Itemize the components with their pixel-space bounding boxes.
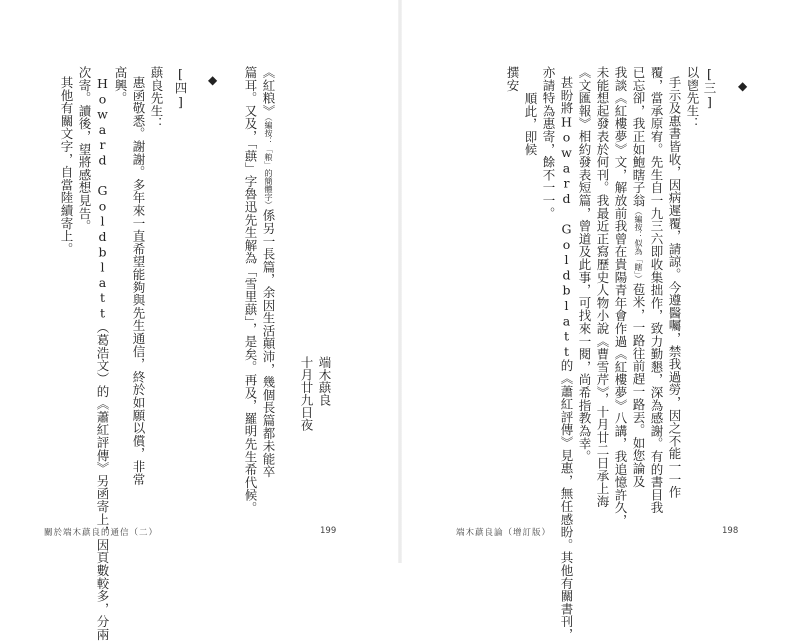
letter-line: 其他有關文字，自當陸續寄上。 <box>59 76 74 256</box>
letter-line <box>631 66 646 488</box>
letter-line: 覆，當承原宥。先生自一九三六即收集拙作，致力勤懇，深為感謝。有的書目我 <box>649 66 664 514</box>
postscript-line <box>261 66 276 479</box>
running-footer: 關於端木蕻良的通信（二） <box>44 528 159 538</box>
editor-note: （編按：似為「瞎」） <box>634 206 643 283</box>
signature: 端木蕻良 <box>317 356 332 406</box>
closing: 順此，即候 <box>523 92 538 156</box>
section-ornament: ◆ <box>738 79 748 93</box>
page-number: 198 <box>722 526 739 536</box>
salutation: 蕻良先生： <box>149 66 164 130</box>
letter-line: 甚盼將Howard Goldblatt的《蕭紅評傳》見惠，無任感盼。其他有關書刊， <box>559 76 574 641</box>
page-number: 199 <box>320 526 337 536</box>
letter-line: 高興。 <box>113 66 128 105</box>
running-footer: 端木蕻良論（增訂版） <box>456 528 552 538</box>
letter-line: 手示及惠書皆收，因病遲覆，請諒。今遵醫囑，禁我過勞，因之不能一一作 <box>667 76 682 499</box>
letter-date: 十月廿九日夜 <box>299 356 314 431</box>
letter-line: 我談《紅樓夢》文，解放前我曾在貴陽青年會作過《紅樓夢》八講，我追憶許久， <box>613 66 628 527</box>
letter-line: 未能想起發表於何刊。我最近正寫歷史人物小說《曹雪芹》，十月廿二日承上海 <box>595 66 610 508</box>
letter-line: 亦請特為惠寄，餘不一一。 <box>541 66 556 220</box>
salutation: 以鬯先生： <box>685 66 700 130</box>
editor-note: （編按：「粮」的簡體字） <box>264 117 273 210</box>
closing: 撰安 <box>505 66 520 92</box>
letter-line: 《文匯報》相約發表短篇，曾道及此事，可找來一閱，尚希指教為幸。 <box>577 66 592 463</box>
postscript-text: 《紅粮》 <box>261 66 276 118</box>
letter-line: Howard Goldblatt（葛浩文）的《蕭紅評傳》另函寄上，因頁數較多，分兩 <box>95 76 110 641</box>
section-heading: [四] <box>173 66 188 110</box>
postscript-line: 篇耳。又及，「蕻」字魯迅先生解為「雪里蕻」，是矣。再及，羅明先生希代候。 <box>243 66 258 515</box>
section-ornament: ◆ <box>208 73 218 87</box>
postscript-text: 係另一長篇，余因生活顛沛，幾個長篇都未能卒 <box>261 209 276 479</box>
letter-text: 已忘卻，我正如鮑瞎子翁 <box>631 66 646 207</box>
letter-line: 次寄。讀後，望將感想見告。 <box>77 66 92 233</box>
letter-line: 惠函敬悉。謝謝。多年來一直希望能夠與先生通信，終於如願以償，非常 <box>131 76 146 486</box>
letter-text: 苞米，一路往前趕一路丟。如您論及 <box>631 282 646 488</box>
section-heading: [三] <box>702 66 717 110</box>
